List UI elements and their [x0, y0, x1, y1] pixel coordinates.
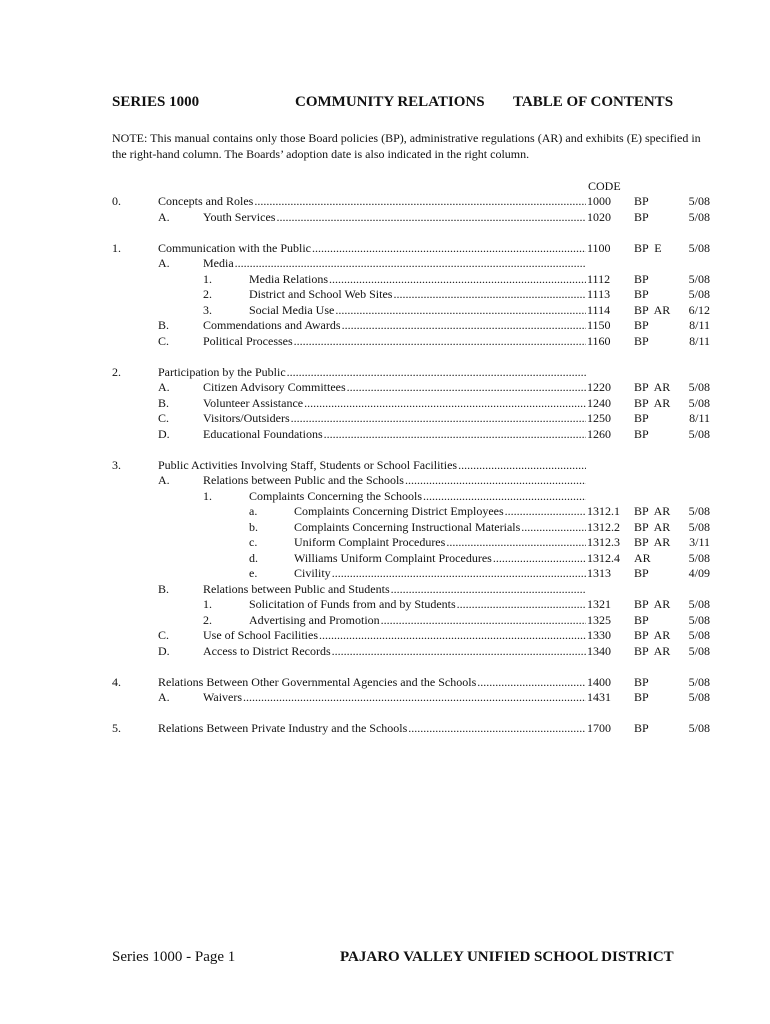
toc-item-doc-type: BP AR — [634, 535, 671, 549]
dot-leader — [457, 597, 586, 613]
toc-row — [0, 520, 770, 536]
toc-spacer — [0, 706, 770, 722]
toc-spacer — [0, 659, 770, 675]
toc-item-title: Citizen Advisory Committees — [203, 380, 346, 394]
dot-leader — [287, 365, 586, 381]
dot-leader — [235, 256, 586, 272]
dot-leader — [332, 644, 586, 660]
toc-item-adoption-date: 5/08 — [688, 597, 710, 611]
toc-item-doc-type: BP AR — [634, 628, 671, 642]
toc-row — [0, 551, 770, 567]
toc-item-title: Educational Foundations — [203, 426, 323, 441]
toc-item-code: 1160 — [587, 333, 611, 348]
toc-item-doc-type: BP — [634, 333, 649, 348]
toc-item-code: 1312.2 — [587, 519, 620, 534]
toc-item-title: Complaints Concerning Instructional Materials — [294, 519, 521, 534]
toc-item-doc-type: BP AR — [634, 504, 671, 518]
toc-row — [0, 504, 770, 520]
toc-item-number: A. — [158, 209, 170, 224]
toc-row — [0, 427, 770, 443]
toc-row — [0, 334, 770, 350]
toc-item-code: 1313 — [587, 566, 611, 580]
toc-item-entry — [203, 396, 586, 412]
toc-item-doc-type: BP — [634, 690, 649, 704]
toc-spacer — [0, 225, 770, 241]
toc-item-doc-type: BP AR — [634, 597, 671, 611]
toc-item-adoption-date: 3/11 — [689, 535, 710, 549]
toc-item-adoption-date: 5/08 — [688, 612, 710, 627]
toc-item-code: 1020 — [587, 209, 611, 224]
toc-item-entry — [158, 458, 586, 474]
toc-item-title: Relations Between Other Governmental Agencies and the Schools — [158, 674, 477, 689]
toc-item-title: Civility — [294, 566, 331, 580]
toc-item-adoption-date: 8/11 — [689, 411, 710, 425]
toc-item-adoption-date: 5/08 — [688, 550, 710, 565]
toc-item-adoption-date: 5/08 — [688, 628, 710, 642]
toc-item-adoption-date: 5/08 — [688, 426, 710, 441]
toc-item-adoption-date: 5/08 — [688, 643, 710, 658]
toc-item-entry — [158, 241, 586, 257]
toc-item-title: Media Relations — [249, 271, 328, 286]
toc-item-entry — [294, 520, 586, 536]
toc-item-entry — [294, 566, 586, 582]
toc-row — [0, 690, 770, 706]
toc-spacer — [0, 349, 770, 365]
dot-leader — [391, 582, 586, 598]
toc-row — [0, 566, 770, 582]
toc-item-adoption-date: 5/08 — [688, 380, 710, 394]
toc-item-entry — [203, 473, 586, 489]
toc-row — [0, 287, 770, 303]
toc-row — [0, 303, 770, 319]
toc-item-code: 1260 — [587, 426, 611, 441]
toc-item-code: 1325 — [587, 612, 611, 627]
toc-row — [0, 473, 770, 489]
dot-leader — [254, 194, 586, 210]
toc-item-number: B. — [158, 581, 170, 596]
toc-item-title: Participation by the Public — [158, 364, 286, 379]
toc-item-adoption-date: 5/08 — [688, 721, 710, 735]
toc-row — [0, 613, 770, 629]
toc-item-doc-type: BP AR — [634, 643, 671, 658]
toc-item-adoption-date: 5/08 — [688, 395, 710, 410]
toc-item-code: 1114 — [587, 302, 611, 317]
toc-item-adoption-date: 5/08 — [688, 240, 710, 255]
toc-row — [0, 365, 770, 381]
toc-item-entry — [203, 318, 586, 334]
toc-item-number: B. — [158, 395, 170, 410]
toc-item-title: Public Activities Involving Staff, Students or School Facilities — [158, 457, 458, 472]
dot-leader — [493, 551, 586, 567]
toc-item-doc-type: BP — [634, 612, 649, 627]
toc-item-doc-type: BP — [634, 721, 649, 735]
toc-item-number: A. — [158, 690, 170, 704]
toc-item-number: C. — [158, 411, 170, 425]
toc-item-number: A. — [158, 473, 170, 487]
toc-item-code: 1340 — [587, 643, 611, 658]
toc-item-entry — [249, 597, 586, 613]
dot-leader — [505, 504, 586, 520]
toc-item-entry — [249, 489, 586, 505]
toc-item-number: 1. — [203, 271, 212, 286]
toc-row — [0, 628, 770, 644]
toc-item-doc-type: BP — [634, 318, 649, 332]
toc-item-code: 1312.3 — [587, 535, 620, 549]
toc-item-adoption-date: 5/08 — [688, 209, 710, 224]
toc-item-code: 1250 — [587, 411, 611, 425]
dot-leader — [304, 396, 586, 412]
dot-leader — [458, 458, 586, 474]
dot-leader — [393, 287, 586, 303]
toc-item-entry — [203, 582, 586, 598]
toc-item-entry — [203, 628, 586, 644]
toc-item-number: b. — [249, 519, 258, 534]
toc-item-number: 3. — [203, 302, 212, 317]
toc-item-number: 0. — [112, 194, 121, 208]
toc-item-doc-type: BP E — [634, 240, 662, 255]
dot-leader — [446, 535, 586, 551]
dot-leader — [312, 241, 586, 257]
toc-row — [0, 582, 770, 598]
toc-item-number: C. — [158, 333, 170, 348]
toc-item-adoption-date: 5/08 — [688, 519, 710, 534]
dot-leader — [329, 272, 586, 288]
toc-item-adoption-date: 5/08 — [688, 287, 710, 301]
toc-item-adoption-date: 8/11 — [689, 333, 710, 348]
toc-row — [0, 535, 770, 551]
toc-item-doc-type: BP — [634, 194, 649, 208]
toc-item-code: 1431 — [587, 690, 611, 704]
toc-item-doc-type: AR — [634, 550, 651, 565]
toc-item-entry — [249, 272, 586, 288]
toc-item-number: B. — [158, 318, 170, 332]
dot-leader — [423, 489, 586, 505]
toc-item-entry — [203, 690, 586, 706]
toc-item-doc-type: BP AR — [634, 519, 671, 534]
toc-row — [0, 489, 770, 505]
toc-title: TABLE OF CONTENTS — [513, 94, 674, 110]
toc-item-title: Relations between Public and the Schools — [203, 473, 404, 487]
toc-item-code: 1100 — [587, 240, 611, 255]
toc-item-number: 4. — [112, 674, 121, 689]
toc-row — [0, 194, 770, 210]
toc-item-title: Use of School Facilities — [203, 628, 318, 642]
toc-item-number: 1. — [112, 240, 121, 255]
toc-item-entry — [158, 721, 586, 737]
toc-row — [0, 675, 770, 691]
toc-item-title: Waivers — [203, 690, 243, 704]
dot-leader — [408, 721, 586, 737]
dot-leader — [342, 318, 586, 334]
series-label: SERIES 1000 — [112, 94, 200, 110]
toc-item-number: 1. — [203, 597, 212, 611]
toc-item-title: Volunteer Assistance — [203, 395, 304, 410]
dot-leader — [319, 628, 586, 644]
toc-item-title: District and School Web Sites — [249, 287, 393, 301]
toc-item-adoption-date: 5/08 — [688, 674, 710, 689]
toc-item-code: 1312.1 — [587, 504, 620, 518]
dot-leader — [477, 675, 586, 691]
toc-item-number: c. — [249, 535, 258, 549]
toc-item-code: 1321 — [587, 597, 611, 611]
toc-item-entry — [203, 334, 586, 350]
toc-item-doc-type: BP AR — [634, 302, 671, 317]
toc-row — [0, 380, 770, 396]
toc-item-adoption-date: 8/11 — [689, 318, 710, 332]
toc-item-title: Uniform Complaint Procedures — [294, 535, 446, 549]
toc-item-number: d. — [249, 550, 258, 565]
toc-row — [0, 318, 770, 334]
toc-item-entry — [203, 644, 586, 660]
toc-item-number: a. — [249, 504, 258, 518]
toc-row — [0, 396, 770, 412]
toc-item-doc-type: BP — [634, 411, 649, 425]
toc-list — [0, 194, 770, 737]
toc-item-title: Concepts and Roles — [158, 194, 254, 208]
toc-row — [0, 597, 770, 613]
toc-item-title: Williams Uniform Complaint Procedures — [294, 550, 492, 565]
toc-item-title: Advertising and Promotion — [249, 612, 380, 627]
toc-item-adoption-date: 5/08 — [688, 194, 710, 208]
toc-item-number: A. — [158, 380, 170, 394]
toc-item-code: 1113 — [587, 287, 611, 301]
page-number: Series 1000 - Page 1 — [112, 949, 236, 965]
toc-item-title: Visitors/Outsiders — [203, 411, 290, 425]
toc-item-entry — [203, 427, 586, 443]
toc-item-title: Youth Services — [203, 209, 276, 224]
district-name: PAJARO VALLEY UNIFIED SCHOOL DISTRICT — [340, 949, 674, 965]
toc-item-entry — [294, 504, 586, 520]
toc-item-entry — [203, 210, 586, 226]
dot-leader — [332, 566, 586, 582]
dot-leader — [294, 334, 586, 350]
toc-item-code: 1150 — [587, 318, 611, 332]
toc-item-title: Solicitation of Funds from and by Students — [249, 597, 456, 611]
toc-item-entry — [294, 535, 586, 551]
toc-item-entry — [203, 380, 586, 396]
toc-item-adoption-date: 5/08 — [688, 690, 710, 704]
toc-item-number: 2. — [203, 287, 212, 301]
toc-item-doc-type: BP AR — [634, 395, 671, 410]
toc-item-title: Complaints Concerning District Employees — [294, 504, 504, 518]
toc-row — [0, 272, 770, 288]
toc-item-entry — [294, 551, 586, 567]
toc-item-doc-type: BP — [634, 566, 649, 580]
toc-item-adoption-date: 4/09 — [688, 566, 710, 580]
toc-item-entry — [203, 411, 586, 427]
dot-leader — [276, 210, 586, 226]
toc-item-entry — [203, 256, 586, 272]
toc-item-number: 3. — [112, 457, 121, 472]
toc-row — [0, 458, 770, 474]
toc-item-title: Media — [203, 256, 234, 270]
toc-item-doc-type: BP — [634, 287, 649, 301]
toc-row — [0, 256, 770, 272]
toc-item-entry — [158, 365, 586, 381]
toc-item-doc-type: BP AR — [634, 380, 671, 394]
toc-item-code: 1240 — [587, 395, 611, 410]
toc-item-number: D. — [158, 426, 170, 441]
toc-item-code: 1330 — [587, 628, 611, 642]
toc-item-code: 1000 — [587, 194, 611, 208]
toc-item-title: Political Processes — [203, 333, 293, 348]
toc-item-entry — [249, 613, 586, 629]
dot-leader — [324, 427, 586, 443]
toc-item-entry — [249, 303, 586, 319]
toc-row — [0, 721, 770, 737]
toc-item-entry — [249, 287, 586, 303]
toc-item-title: Relations between Public and Students — [203, 581, 390, 596]
toc-item-number: C. — [158, 628, 170, 642]
toc-item-doc-type: BP — [634, 674, 649, 689]
toc-item-title: Social Media Use — [249, 302, 335, 317]
toc-item-adoption-date: 5/08 — [688, 504, 710, 518]
toc-item-code: 1312.4 — [587, 550, 620, 565]
toc-item-number: D. — [158, 643, 170, 658]
toc-item-code: 1400 — [587, 674, 611, 689]
dot-leader — [291, 411, 586, 427]
toc-item-doc-type: BP — [634, 426, 649, 441]
dot-leader — [381, 613, 586, 629]
toc-item-title: Access to District Records — [203, 643, 331, 658]
toc-item-number: A. — [158, 256, 170, 270]
dot-leader — [335, 303, 586, 319]
toc-item-code: 1112 — [587, 271, 611, 286]
toc-spacer — [0, 442, 770, 458]
note-paragraph: NOTE: This manual contains only those Board policies (BP), administrative regulations (AR) and exhibits (E) specified in the right-hand column. The Boards’ adoption date is also indicated in the right column. — [112, 131, 701, 161]
toc-row — [0, 210, 770, 226]
toc-item-title: Commendations and Awards — [203, 318, 341, 332]
toc-item-adoption-date: 6/12 — [688, 302, 710, 317]
toc-row — [0, 644, 770, 660]
toc-item-code: 1220 — [587, 380, 611, 394]
toc-row — [0, 241, 770, 257]
toc-item-adoption-date: 5/08 — [688, 271, 710, 286]
toc-item-title: Communication with the Public — [158, 240, 311, 255]
toc-item-number: 2. — [112, 364, 121, 379]
code-column-header: CODE — [588, 179, 621, 193]
toc-item-title: Relations Between Private Industry and the Schools — [158, 721, 408, 735]
dot-leader — [521, 520, 586, 536]
toc-item-entry — [158, 675, 586, 691]
toc-item-doc-type: BP — [634, 271, 649, 286]
dot-leader — [243, 690, 586, 706]
dot-leader — [405, 473, 586, 489]
toc-item-number: e. — [249, 566, 258, 580]
toc-item-code: 1700 — [587, 721, 611, 735]
dot-leader — [347, 380, 586, 396]
toc-item-number: 5. — [112, 721, 121, 735]
section-title: COMMUNITY RELATIONS — [295, 94, 485, 110]
toc-item-number: 2. — [203, 612, 212, 627]
toc-item-entry — [158, 194, 586, 210]
toc-row — [0, 411, 770, 427]
toc-item-title: Complaints Concerning the Schools — [249, 488, 422, 503]
toc-item-doc-type: BP — [634, 209, 649, 224]
toc-item-number: 1. — [203, 488, 212, 503]
